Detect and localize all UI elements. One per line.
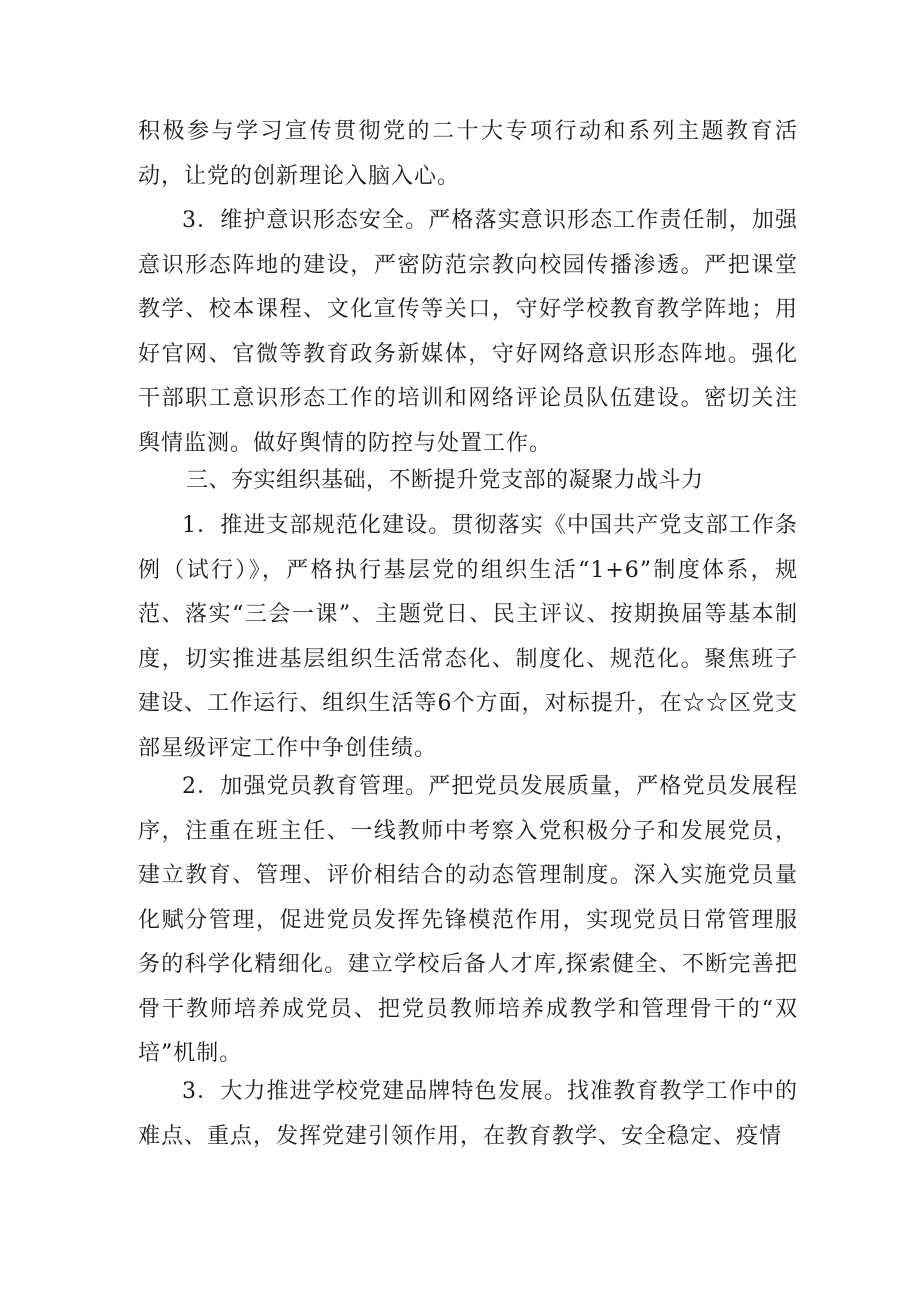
- paragraph-branch-standardization: 1．推进支部规范化建设。贯彻落实《中国共产党支部工作条例（试行）》，严格执行基层党的组织生活“1+6”制度体系，规范、落实“三会一课”、主题党日、民主评议、按期换届等基本制度，切实推进基层组织生活常态化、制度化、规范化。聚焦班子建设、工作运行、组织生活等6个方面，对标提升，在☆☆区党支部星级评定工作中争创佳绩。: [138, 513, 798, 761]
- section-heading-3: 三、夯实组织基础，不断提升党支部的凝聚力战斗力: [186, 468, 704, 493]
- paragraph-brand-development: 3．大力推进学校党建品牌特色发展。找准教育教学工作中的难点、重点，发挥党建引领作用，在教育教学、安全稳定、疫情: [138, 1079, 798, 1149]
- paragraph-continuation: 积极参与学习宣传贯彻党的二十大专项行动和系列主题教育活动，让党的创新理论入脑入心。: [138, 119, 798, 189]
- paragraph-ideology-security: 3．维护意识形态安全。严格落实意识形态工作责任制，加强意识形态阵地的建设，严密防范宗教向校园传播渗透。严把课堂教学、校本课程、文化宣传等关口，守好学校教育教学阵地；用好官网、官微等教育政务新媒体，守好网络意识形态阵地。强化干部职工意识形态工作的培训和网络评论员队伍建设。密切关注舆情监测。做好舆情的防控与处置工作。: [138, 208, 798, 456]
- paragraph-member-management: 2．加强党员教育管理。严把党员发展质量，严格党员发展程序，注重在班主任、一线教师中考察入党积极分子和发展党员，建立教育、管理、评价相结合的动态管理制度。深入实施党员量化赋分管理，促进党员发挥先锋模范作用，实现党员日常管理服务的科学化精细化。建立学校后备人才库,探索健全、不断完善把骨干教师培养成党员、把党员教师培养成教学和管理骨干的“双培”机制。: [138, 774, 798, 1066]
